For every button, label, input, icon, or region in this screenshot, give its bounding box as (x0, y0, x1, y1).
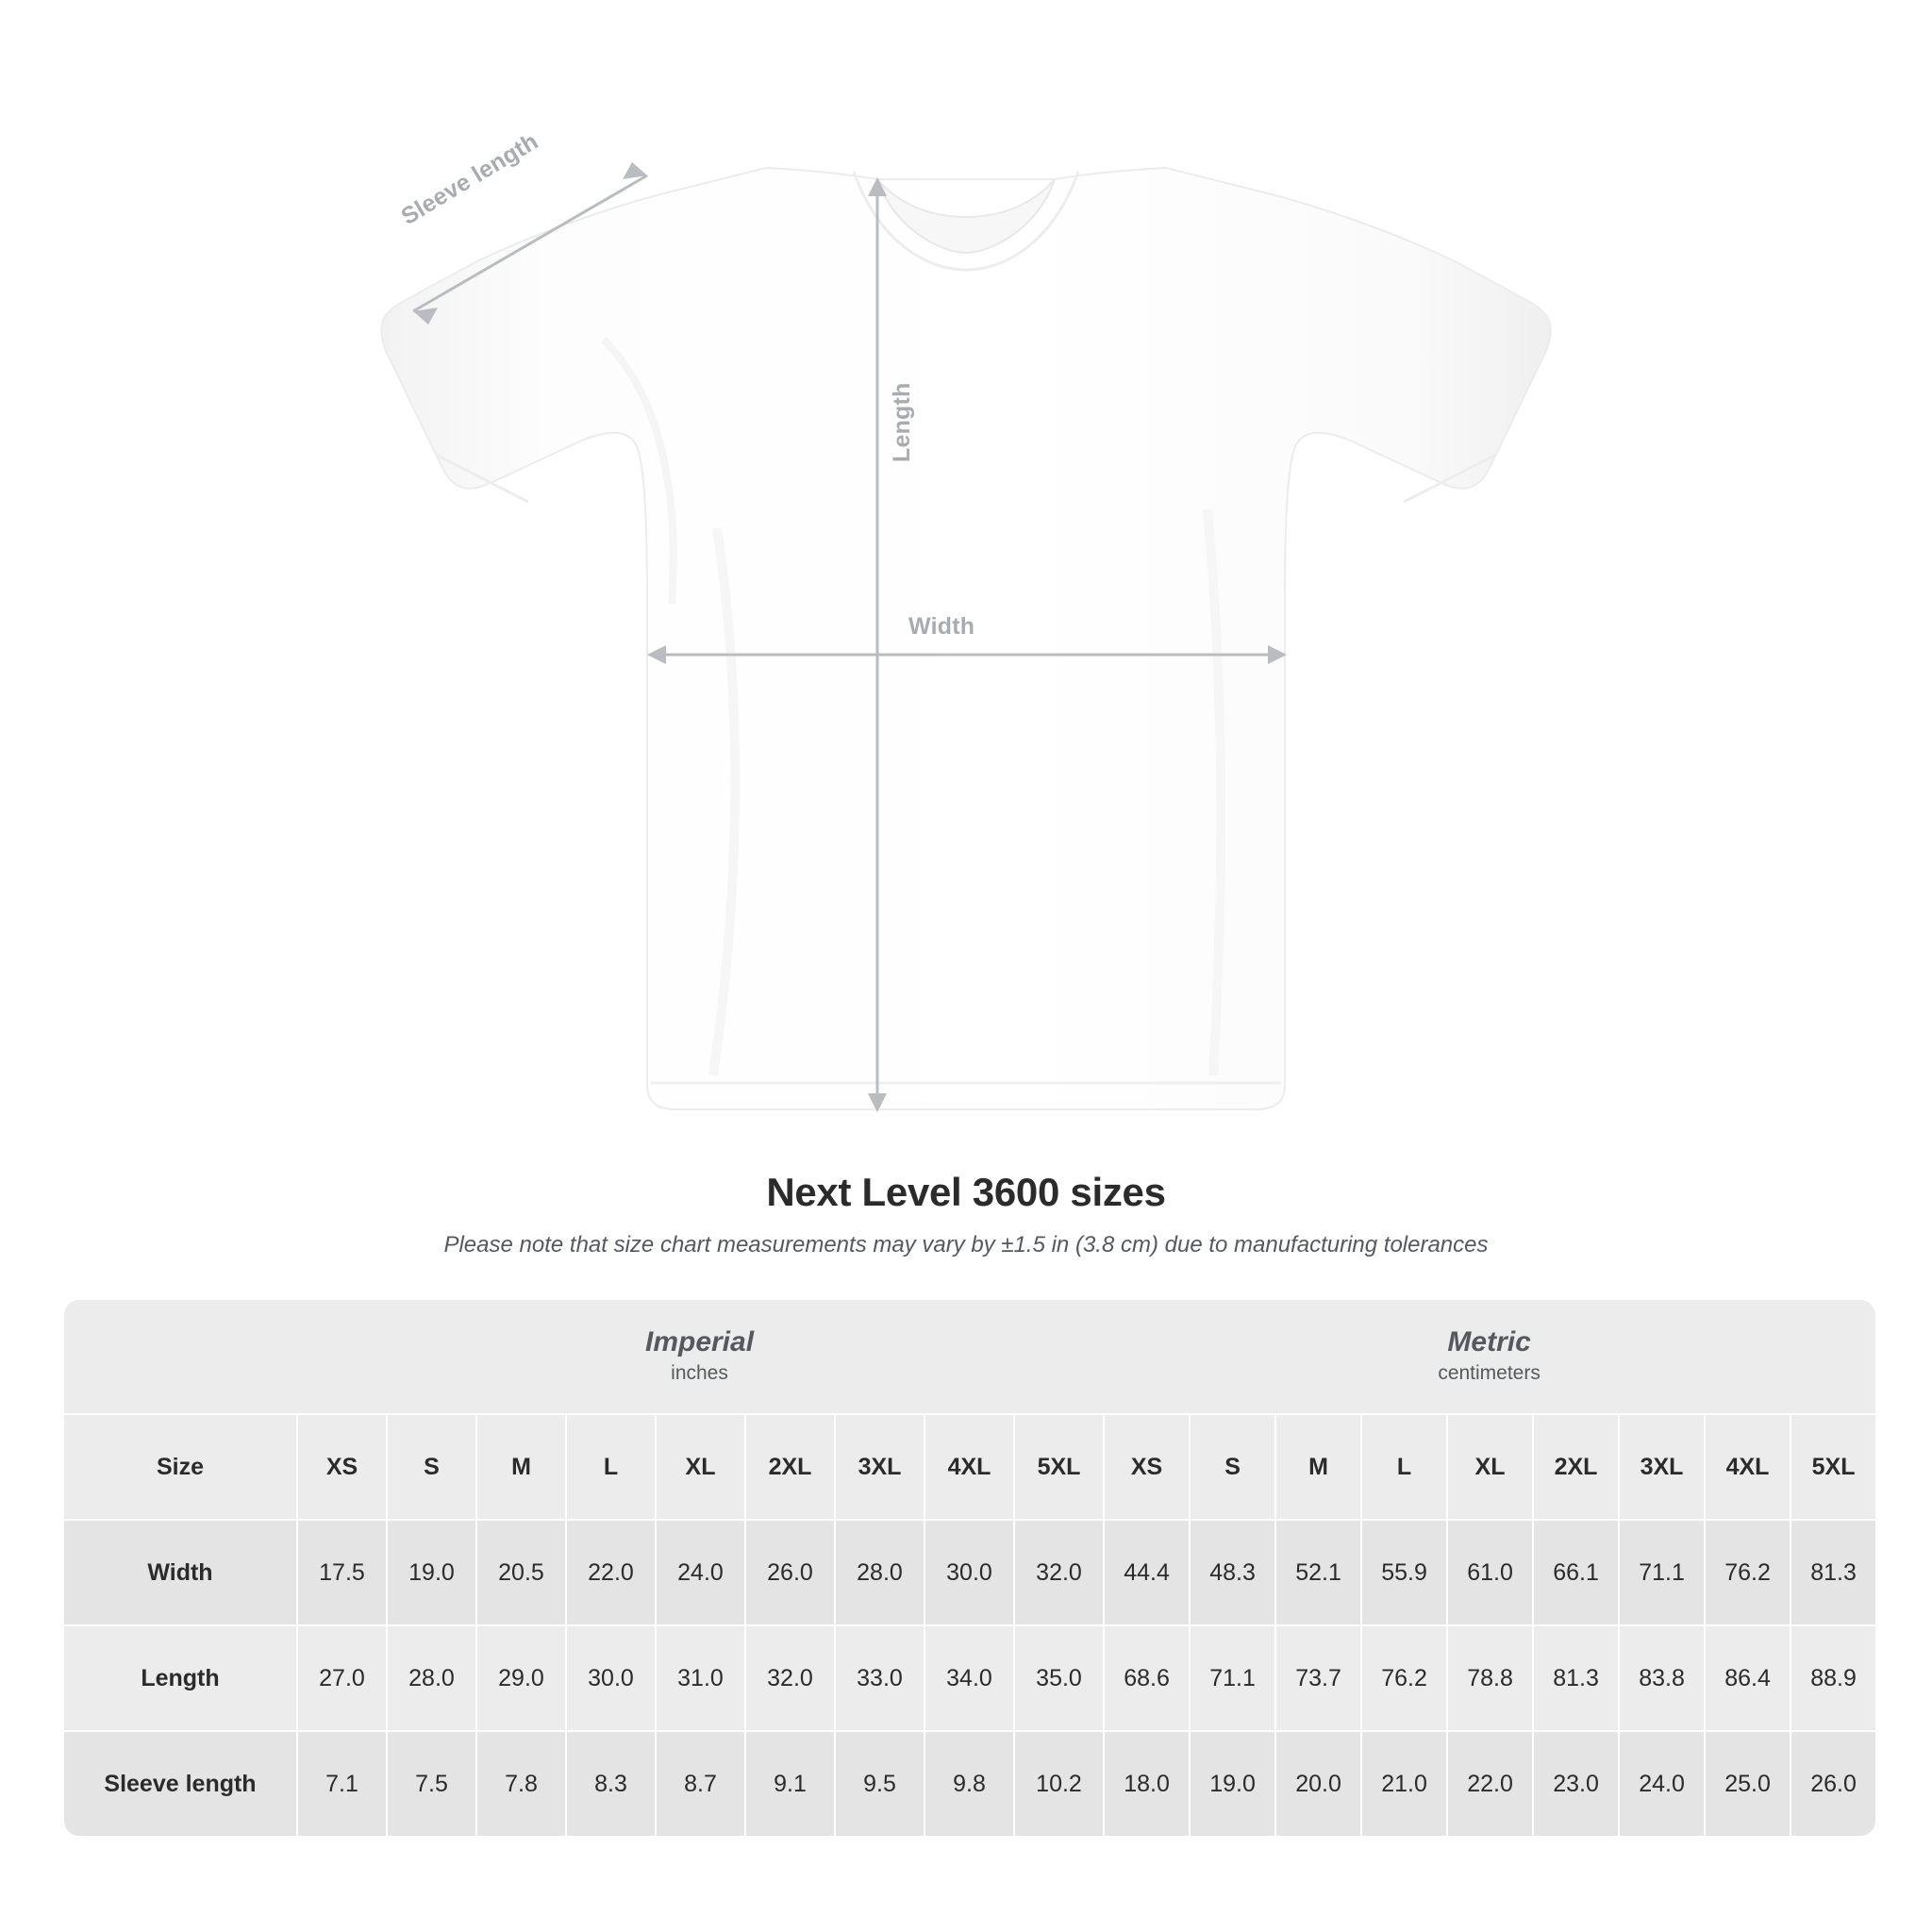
width-metric-xl: 61.0 (1446, 1519, 1532, 1624)
length-metric-xs: 68.6 (1103, 1624, 1189, 1730)
sleeve-metric-xs: 18.0 (1103, 1730, 1189, 1836)
table-corner-cell (64, 1300, 296, 1413)
length-metric-3xl: 83.8 (1618, 1624, 1704, 1730)
length-imperial-l: 30.0 (565, 1624, 655, 1730)
table-row (64, 1519, 1875, 1624)
width-imperial-xs: 17.5 (296, 1519, 386, 1624)
length-metric-l: 76.2 (1360, 1624, 1446, 1730)
width-imperial-m: 20.5 (475, 1519, 565, 1624)
imperial-group-header (296, 1300, 1103, 1413)
length-imperial-m: 29.0 (475, 1624, 565, 1730)
row-label-sleeve-length: Sleeve length (64, 1730, 296, 1836)
size-header-imperial-l: L (565, 1413, 655, 1519)
sleeve-imperial-xs: 7.1 (296, 1730, 386, 1836)
width-imperial-2xl: 26.0 (744, 1519, 834, 1624)
sleeve-imperial-2xl: 9.1 (744, 1730, 834, 1836)
tolerance-note: Please note that size chart measurements may vary by ±1.5 in (3.8 cm) due to manufacturing tolerances (443, 1232, 1489, 1257)
size-table-container (64, 1300, 1868, 1836)
sleeve-imperial-5xl: 10.2 (1013, 1730, 1103, 1836)
length-imperial-5xl: 35.0 (1013, 1624, 1103, 1730)
width-imperial-s: 19.0 (386, 1519, 475, 1624)
sleeve-metric-5xl: 26.0 (1790, 1730, 1875, 1836)
size-header-imperial-xl: XL (655, 1413, 744, 1519)
width-imperial-3xl: 28.0 (834, 1519, 924, 1624)
sleeve-imperial-xl: 8.7 (655, 1730, 744, 1836)
length-imperial-2xl: 32.0 (744, 1624, 834, 1730)
length-imperial-xl: 31.0 (655, 1624, 744, 1730)
size-header-metric-2xl: 2XL (1532, 1413, 1618, 1519)
table-row (64, 1624, 1875, 1730)
size-header-imperial-s: S (386, 1413, 475, 1519)
sleeve-imperial-3xl: 9.5 (834, 1730, 924, 1836)
width-metric-m: 52.1 (1274, 1519, 1360, 1624)
sleeve-imperial-l: 8.3 (565, 1730, 655, 1836)
length-dimension-label: Length (889, 382, 915, 462)
width-metric-s: 48.3 (1189, 1519, 1274, 1624)
table-row (64, 1730, 1875, 1836)
length-imperial-4xl: 34.0 (924, 1624, 1013, 1730)
size-header-row (64, 1413, 1875, 1519)
size-header-imperial-3xl: 3XL (834, 1413, 924, 1519)
length-imperial-s: 28.0 (386, 1624, 475, 1730)
metric-label: Metric (1447, 1326, 1531, 1358)
size-header-metric-xl: XL (1446, 1413, 1532, 1519)
sleeve-metric-3xl: 24.0 (1618, 1730, 1704, 1836)
size-header-metric-m: M (1274, 1413, 1360, 1519)
sleeve-metric-4xl: 25.0 (1704, 1730, 1790, 1836)
width-metric-5xl: 81.3 (1790, 1519, 1875, 1624)
size-header-imperial-xs: XS (296, 1413, 386, 1519)
row-label-width: Width (64, 1519, 296, 1624)
size-header-imperial-m: M (475, 1413, 565, 1519)
size-header-metric-xs: XS (1103, 1413, 1189, 1519)
sleeve-length-dimension-label: Sleeve length (396, 127, 543, 231)
chart-title-block (0, 1170, 1932, 1258)
width-imperial-5xl: 32.0 (1013, 1519, 1103, 1624)
size-table (64, 1300, 1875, 1836)
sleeve-imperial-m: 7.8 (475, 1730, 565, 1836)
size-header-metric-3xl: 3XL (1618, 1413, 1704, 1519)
size-header-metric-4xl: 4XL (1704, 1413, 1790, 1519)
size-row-label: Size (64, 1413, 296, 1519)
width-imperial-xl: 24.0 (655, 1519, 744, 1624)
metric-group-header (1103, 1300, 1875, 1413)
size-header-metric-5xl: 5XL (1790, 1413, 1875, 1519)
imperial-label: Imperial (644, 1326, 755, 1358)
length-metric-5xl: 88.9 (1790, 1624, 1875, 1730)
sleeve-metric-s: 19.0 (1189, 1730, 1274, 1836)
length-metric-s: 71.1 (1189, 1624, 1274, 1730)
length-imperial-3xl: 33.0 (834, 1624, 924, 1730)
size-header-imperial-5xl: 5XL (1013, 1413, 1103, 1519)
width-metric-4xl: 76.2 (1704, 1519, 1790, 1624)
width-imperial-l: 22.0 (565, 1519, 655, 1624)
size-header-metric-l: L (1360, 1413, 1446, 1519)
size-header-imperial-4xl: 4XL (924, 1413, 1013, 1519)
sleeve-metric-2xl: 23.0 (1532, 1730, 1618, 1836)
width-metric-3xl: 71.1 (1618, 1519, 1704, 1624)
metric-unit: centimeters (1438, 1362, 1541, 1385)
unit-group-header-row (64, 1300, 1875, 1413)
size-header-imperial-2xl: 2XL (744, 1413, 834, 1519)
length-metric-4xl: 86.4 (1704, 1624, 1790, 1730)
length-imperial-xs: 27.0 (296, 1624, 386, 1730)
width-metric-2xl: 66.1 (1532, 1519, 1618, 1624)
size-header-metric-s: S (1189, 1413, 1274, 1519)
length-metric-xl: 78.8 (1446, 1624, 1532, 1730)
width-imperial-4xl: 30.0 (924, 1519, 1013, 1624)
length-metric-2xl: 81.3 (1532, 1624, 1618, 1730)
sleeve-metric-m: 20.0 (1274, 1730, 1360, 1836)
sleeve-metric-xl: 22.0 (1446, 1730, 1532, 1836)
sleeve-imperial-s: 7.5 (386, 1730, 475, 1836)
sleeve-metric-l: 21.0 (1360, 1730, 1446, 1836)
length-metric-m: 73.7 (1274, 1624, 1360, 1730)
imperial-unit: inches (671, 1362, 728, 1385)
sleeve-imperial-4xl: 9.8 (924, 1730, 1013, 1836)
width-metric-l: 55.9 (1360, 1519, 1446, 1624)
row-label-length: Length (64, 1624, 296, 1730)
page-title: Next Level 3600 sizes (766, 1170, 1166, 1214)
width-metric-xs: 44.4 (1103, 1519, 1189, 1624)
width-dimension-label: Width (908, 613, 975, 640)
